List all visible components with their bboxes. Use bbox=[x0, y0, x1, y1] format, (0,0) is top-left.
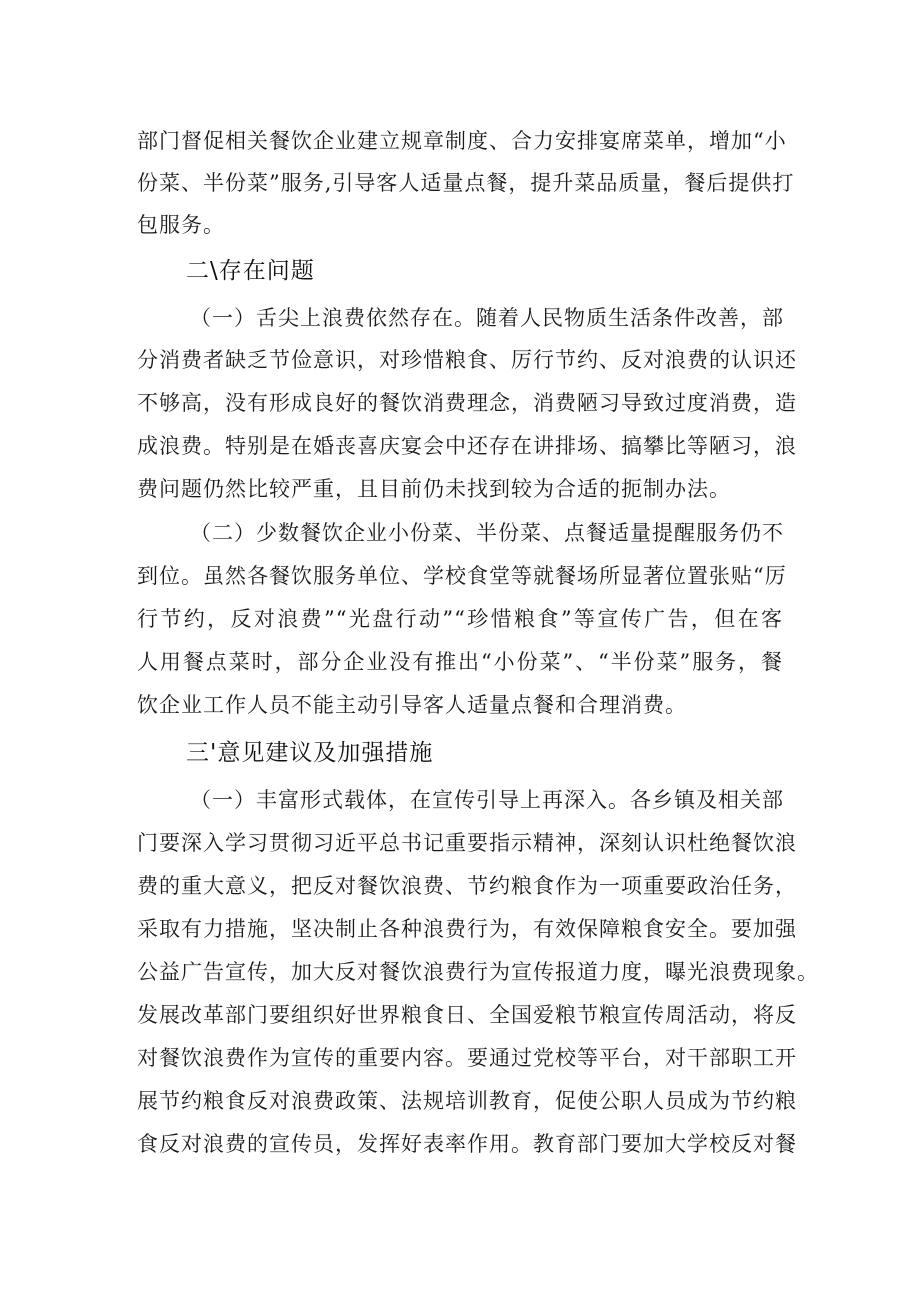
section-3-item-1-line-8: 展节约粮食反对浪费政策、法规培训教育，促使公职人员成为节约粮 bbox=[137, 1089, 797, 1113]
section-2-item-1-line-5: 费问题仍然比较严重，且目前仍未找到较为合适的扼制办法。 bbox=[137, 477, 731, 501]
paragraph-1-line-3: 包服务。 bbox=[137, 213, 225, 237]
paragraph-1-line-2: 份菜、半份菜”服务,引导客人适量点餐，提升菜品质量，餐后提供打 bbox=[137, 171, 795, 195]
section-2-item-2-line-4: 人用餐点菜时，部分企业没有推出“小份菜”、“半份菜”服务，餐 bbox=[137, 650, 783, 674]
paragraph-1-line-1: 部门督促相关餐饮企业建立规章制度、合力安排宴席菜单，增加“小 bbox=[137, 129, 787, 153]
section-3-item-1-line-3: 费的重大意义，把反对餐饮浪费、节约粮食作为一项重要政治任务， bbox=[137, 874, 797, 898]
section-2-item-2-line-1: （二）少数餐饮企业小份菜、半份菜、点餐适量提醒服务仍不 bbox=[190, 521, 784, 545]
section-3-item-1-line-4: 采取有力措施，坚决制止各种浪费行为，有效保障粮食安全。要加强 bbox=[137, 917, 797, 941]
section-3-item-1-line-7: 对餐饮浪费作为宣传的重要内容。要通过党校等平台，对干部职工开 bbox=[137, 1046, 797, 1070]
section-2-item-1-line-1: （一）舌尖上浪费依然存在。随着人民物质生活条件改善，部 bbox=[190, 306, 784, 330]
section-2-item-1-line-3: 不够高，没有形成良好的餐饮消费理念，消费陋习导致过度消费，造 bbox=[137, 391, 797, 415]
section-3-item-1-line-5: 公益广告宣传，加大反对餐饮浪费行为宣传报道力度，曝光浪费现象。 bbox=[137, 960, 819, 984]
section-2-item-2-line-3: 行节约，反对浪费”“光盘行动”“珍惜粮食”等宣传广告，但在客 bbox=[137, 607, 783, 631]
section-2-item-1-line-4: 成浪费。特别是在婚丧喜庆宴会中还存在讲排场、搞攀比等陋习，浪 bbox=[137, 434, 797, 458]
section-3-item-1-line-9: 食反对浪费的宣传员，发挥好表率作用。教育部门要加大学校反对餐 bbox=[137, 1132, 797, 1156]
section-2-item-1-line-2: 分消费者缺乏节俭意识，对珍惜粮食、厉行节约、反对浪费的认识还 bbox=[137, 348, 797, 372]
section-3-heading: 三'意见建议及加强措施 bbox=[186, 740, 434, 766]
section-2-item-2-line-2: 到位。虽然各餐饮服务单位、学校食堂等就餐场所显著位置张贴“厉 bbox=[137, 564, 787, 588]
section-3-item-1-line-6: 发展改革部门要组织好世界粮食日、全国爱粮节粮宣传周活动，将反 bbox=[137, 1003, 797, 1027]
section-3-item-1-line-1: （一）丰富形式载体，在宣传引导上再深入。各乡镇及相关部 bbox=[190, 788, 784, 812]
section-2-item-2-line-5: 饮企业工作人员不能主动引导客人适量点餐和合理消费。 bbox=[137, 693, 687, 717]
section-3-item-1-line-2: 门要深入学习贯彻习近平总书记重要指示精神，深刻认识杜绝餐饮浪 bbox=[137, 831, 797, 855]
section-2-heading: 二\存在问题 bbox=[186, 258, 315, 284]
